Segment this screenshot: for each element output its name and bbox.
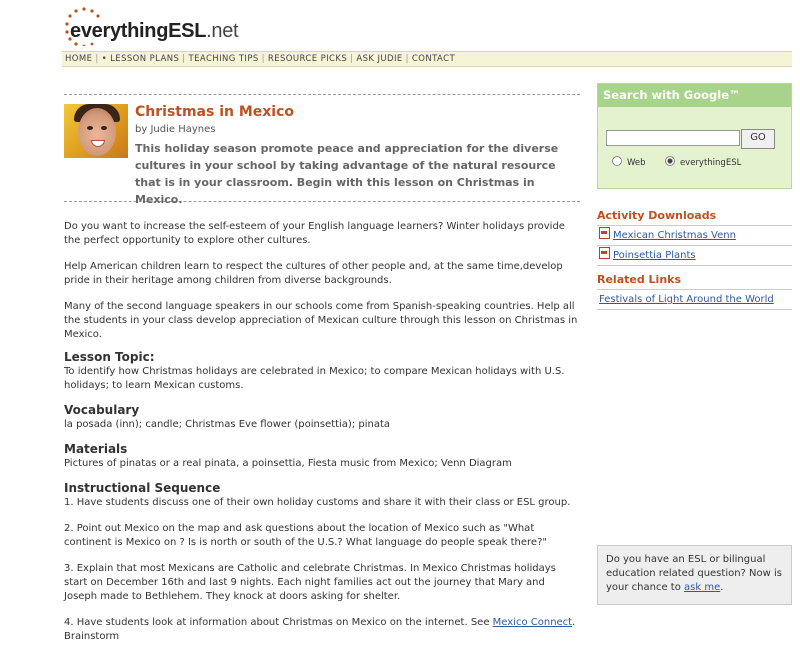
ask-box: Do you have an ESL or bilingual education related question? Now is your chance to ask me. [597,545,792,605]
section-heading: Lesson Topic: [64,350,155,364]
section-vocabulary [64,403,580,432]
list-item [597,290,792,310]
section-text: la posada (inn); candle; Christmas Eve flower (poinsettia); pinata [64,419,391,430]
article-title: Christmas in Mexico [135,104,295,120]
site-brand: everythingESL.net [70,20,239,42]
mexico-connect-link[interactable]: Mexico Connect [492,617,573,628]
article-intro [64,104,580,206]
search-title: Search with Google™ [598,84,791,107]
nav-teaching-tips[interactable]: TEACHING TIPS [188,54,259,64]
nav-home[interactable]: HOME [65,54,93,64]
section-heading: Materials [64,442,128,456]
author-photo [64,104,128,158]
article-byline: by Judie Haynes [135,124,216,135]
downloads-heading: Activity Downloads [597,209,717,222]
nav-lesson-plans[interactable]: • LESSON PLANS [101,54,180,64]
section-text: To identify how Christmas holidays are celebrated in Mexico; to compare Mexican holidays with U.S. holidays; to learn Mexican customs. [64,366,565,391]
paragraph: Many of the second language speakers in our schools come from Spanish-speaking countries. Help all the students in your class develop appreciation of Mexican culture through this lesson on Christmas in Mexico. [64,301,578,340]
list-item [597,226,792,246]
nav-resource-picks[interactable]: RESOURCE PICKS [267,54,348,64]
pdf-icon [599,227,610,239]
go-button[interactable]: GO [741,129,775,149]
section-text: Pictures of pinatas or a real pinata, a poinsettia, Fiesta music from Mexico; Venn Diagram [64,458,512,469]
site-logo[interactable] [64,6,284,46]
google-search-box [597,83,792,189]
section-sequence [64,481,580,644]
list-item [597,246,792,266]
paragraph: Do you want to increase the self-esteem of your English language learners? Winter holidays provide the perfect opportunity to explore other cultures. [64,221,565,246]
step: 4. Have students look at information about Christmas on Mexico on the internet. See Mexico Connect. Brainstorm [64,617,576,642]
related-heading: Related Links [597,273,682,286]
section-heading: Instructional Sequence [64,481,221,495]
radio-site-label: everythingESL [679,158,742,168]
section-heading: Vocabulary [64,403,140,417]
divider [64,94,580,95]
search-input[interactable] [606,130,740,146]
step: 3. Explain that most Mexicans are Catholic and celebrate Christmas. In Mexico Christmas holidays start on December 16th and last 9 nights. Each night families act out the journey that Mary and Joseph made to Bethlehem. They knock at doors asking for shelter. [64,563,556,602]
radio-web[interactable] [612,156,622,166]
downloads-list [597,225,792,266]
download-link[interactable]: Mexican Christmas Venn [613,230,736,241]
nav-contact[interactable]: CONTACT [411,54,456,64]
download-link[interactable]: Poinsettia Plants [613,250,696,261]
sidebar [597,83,792,310]
radio-web-label: Web [627,158,646,168]
main-content [64,94,580,656]
article-body [64,220,580,644]
pdf-icon [599,247,610,259]
paragraph: Help American children learn to respect the cultures of other people and, at the same time,develop pride in their heritage among children from diverse backgrounds. [64,261,563,286]
step: 2. Point out Mexico on the map and ask questions about the location of Mexico such as "What continent is Mexico on ? Is is north or south of the U.S.? What language do people speak there?" [64,523,547,548]
related-list [597,289,792,310]
related-link[interactable]: Festivals of Light Around the World [599,294,774,305]
step: 1. Have students discuss one of their own holiday customs and share it with their class or ESL group. [64,497,571,508]
article-summary: This holiday season promote peace and appreciation for the diverse cultures in your school by taking advantage of the natural resource that is in your classroom. Begin with this lesson on Christmas in Mexico. [135,142,559,206]
top-nav: HOME | • LESSON PLANS | TEACHING TIPS | RESOURCE PICKS | ASK JUDIE | CONTACT [62,51,792,67]
section-materials [64,442,580,471]
section-lesson-topic [64,350,580,393]
radio-site[interactable] [665,156,675,166]
nav-ask-judie[interactable]: ASK JUDIE [356,54,403,64]
search-scope [612,156,741,168]
ask-me-link[interactable]: ask me [684,582,721,593]
